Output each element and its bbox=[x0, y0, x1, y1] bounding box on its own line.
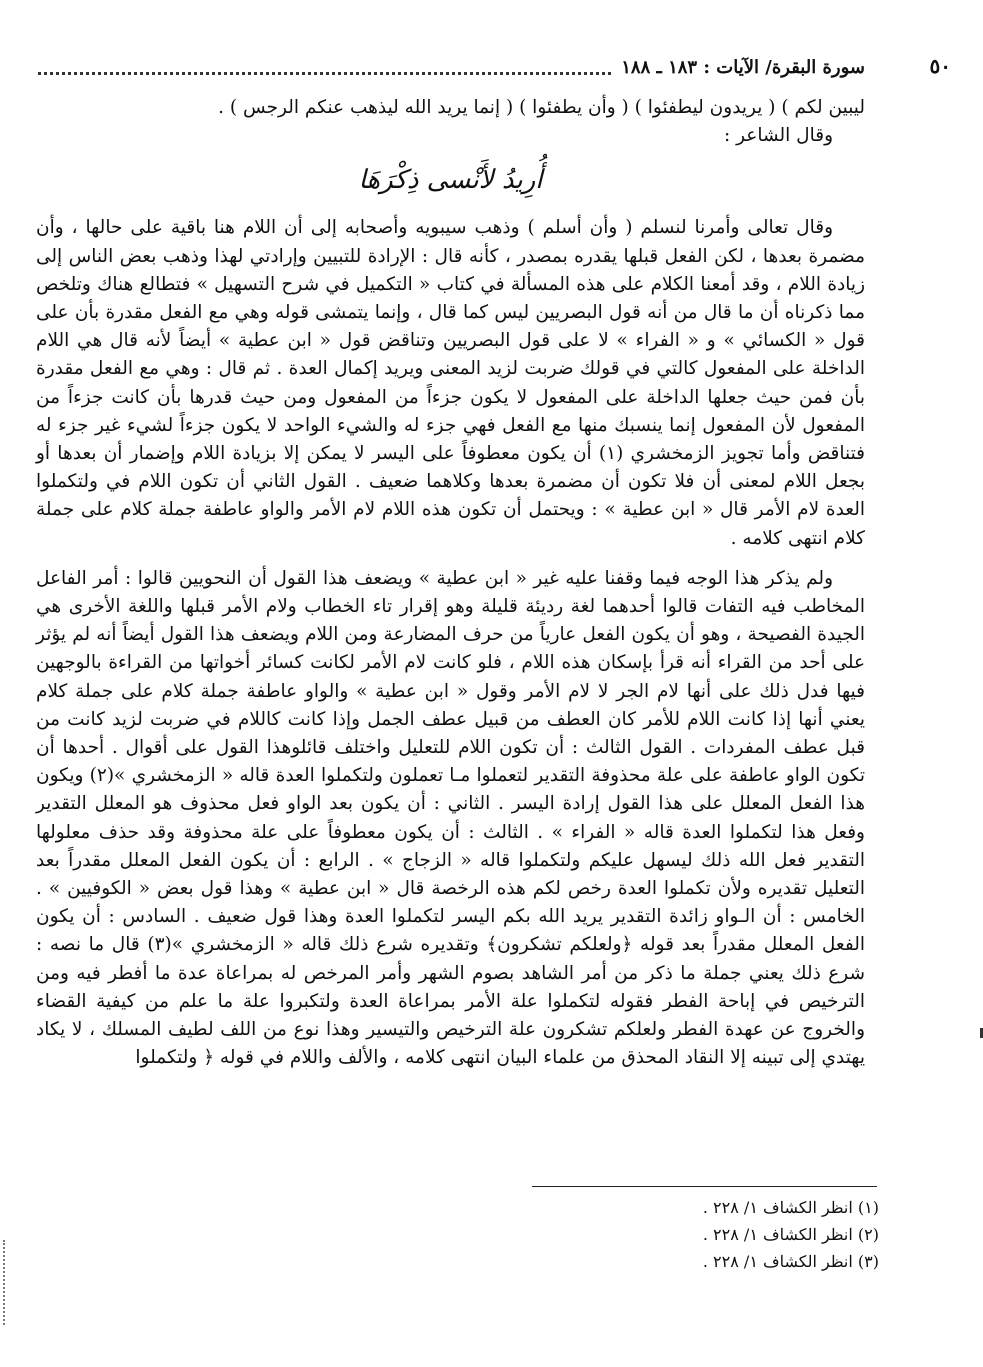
page-number: ٥٠ bbox=[929, 54, 951, 78]
paragraph-2: ولم يذكر هذا الوجه فيما وقفنا عليه غير « ابن عطية » ويضعف هذا القول أن النحويين قالوا : أمر الفاعل المخاطب فيه التفات قالوا أحدهما لغة رديئة قليلة وهو إقرار تاء الخطاب ولام الأمر قبلها واللغة الأخرى هي الجيدة الفصيحة ، وهو أن يكون الفعل عارياً من حرف المضارعة ومن اللام ويضعف هذا القول أيضاً أنه لم يؤثر على أحد من القراء أنه قرأ بإسكان هذه اللام ، فلو كانت لام الأمر لكانت كسائر أخواتها من القراءة بالوجهين فيها فدل ذلك على أنها لام الجر لا لام الأمر وقول « ابن عطية » والواو عاطفة جملة كلام على جملة كلام يعني أنها إذا كانت اللام للأمر كان العطف من قبيل عطف الجمل وإذا كانت كاللام في ضربت لزيد كانت من قبل عطف المفردات . القول الثالث : أن تكون اللام للتعليل واختلف قائلوهذا القول على أقوال . أحدها أن تكون الواو عاطفة على علة محذوفة التقدير لتعملوا مـا تعملون ولتكملوا العدة قاله « الزمخشري »(٢) ويكون هذا الفعل المعلل على هذا القول إرادة اليسر . الثاني : أن يكون بعد الواو فعل محذوف هو المعلل التقدير وفعل هذا لتكملوا العدة قاله « الفراء » . الثالث : أن يكون معطوفاً على علة محذوفة وقد حذف معلولها التقدير فعل الله ذلك ليسهل عليكم ولتكملوا قاله « الزجاج » . الرابع : أن يكون الفعل المعلل مقدراً بعد التعليل تقديره ولأن تكملوا العدة رخص لكم هذه الرخصة قال « ابن عطية » وهذا قول بعض « الكوفيين » . الخامس : أن الـواو زائدة التقدير يريد الله بكم اليسر لتكملوا العدة وهذا قول ضعيف . السادس : أن يكون الفعل المعلل مقدراً بعد قوله ﴿ولعلكم تشكرون﴾ وتقديره شرع ذلك قاله « الزمخشري »(٣) قال ما نصه : شرع ذلك يعني جملة ما ذكر من أمر الشاهد بصوم الشهر وأمر المرخص له بمراعاة عدة ما أفطر فيه ومن الترخيص في إباحة الفطر فقوله لتكملوا علة الأمر بمراعاة العدة ولتكبروا علة ما علم من كيفية القضاء والخروج عن عهدة الفطر ولعلكم تشكرون علة الترخيص والتيسير وهذا نوع من اللف لطيف المسلك ، لا يكاد يهتدي إلى تبينه إلا النقاد المحذق من علماء البيان انتهى كلامه ، والألف واللام في قوله ﴿ ولتكملوا bbox=[36, 567, 865, 1069]
body-text bbox=[36, 94, 865, 1073]
header-dot-leader bbox=[38, 60, 611, 75]
paragraph-1: وقال تعالى وأمرنا لنسلم ( وأن أسلم ) وذهب سيبويه وأصحابه إلى أن اللام هنا باقية على حالها ، وأن مضمرة بعدها ، لكن الفعل قبلها يقدره بمصدر ، كأنه قال : الإرادة للتبيين وإرادتي لهذا وذهب بعض الناس إلى زيادة اللام ، وقد أمعنا الكلام على هذه المسألة في كتاب « التكميل في شرح التسهيل » فتطالع هناك وتلخص مما ذكرناه أن ما قال من أنه قول البصريين ليس كما قال ، وإنما يتمشى قوله وهي مع الفعل مقدرة بأن على قول « الكسائي » و « الفراء » لا على قول البصريين وتناقض قول « ابن عطية » أيضاً لأنه قال هي اللام الداخلة على المفعول كالتي في قولك ضربت لزيد المعنى ويريد إكمال العدة . ثم قال : وهي مع الفعل مقدرة بأن فمن حيث جعلها الداخلة على المفعول لا يكون جزءاً من المفعول ومن حيث قدرها بأن كانت جزءاً من المفعول لأن المفعول إنما ينسبك منها مع الفعل فهي جزء له والشيء الواحد لا يكون جزءاً لشيء غير جزء له فتناقض وأما تجويز الزمخشري (١) أن يكون معطوفاً على اليسر لا يمكن إلا بزيادة اللام وإضمار أن بعدها أو بجعل اللام لمعنى أن فلا تكون أن مضمرة بعدها وكلاهما ضعيف . القول الثاني أن تكون اللام في ولتكملوا العدة لام الأمر قال « ابن عطية » : ويحتمل أن تكون هذه اللام لام الأمر والواو عاطفة جملة كلام على جملة كلام انتهى كلامه . bbox=[36, 217, 866, 549]
footnote-3: (٣) انظر الكشاف ١/ ٢٢٨ . bbox=[702, 1252, 879, 1271]
scan-edge-mark bbox=[3, 1240, 8, 1325]
footnote-1: (١) انظر الكشاف ١/ ٢٢٨ . bbox=[702, 1198, 879, 1217]
footnote-divider bbox=[532, 1186, 877, 1187]
body-line-2: وقال الشاعر : bbox=[723, 125, 833, 147]
page-header bbox=[30, 52, 951, 82]
body-line-1: ليبين لكم ) ( يريدون ليطفئوا ) ( وأن يطفئوا ) ( إنما يريد الله ليذهب عنكم الرجس ) . bbox=[218, 97, 865, 118]
footnotes bbox=[479, 1194, 879, 1275]
footnote-2: (٢) انظر الكشاف ١/ ٢٢٨ . bbox=[702, 1225, 879, 1244]
running-title: سورة البقرة/ الآيات : ١٨٣ ـ ١٨٨ bbox=[621, 56, 865, 78]
poetry-verse: أُرِيدُ لأَنْسى ذِكْرَهَا bbox=[358, 165, 543, 196]
paragraph-gap bbox=[36, 553, 865, 565]
